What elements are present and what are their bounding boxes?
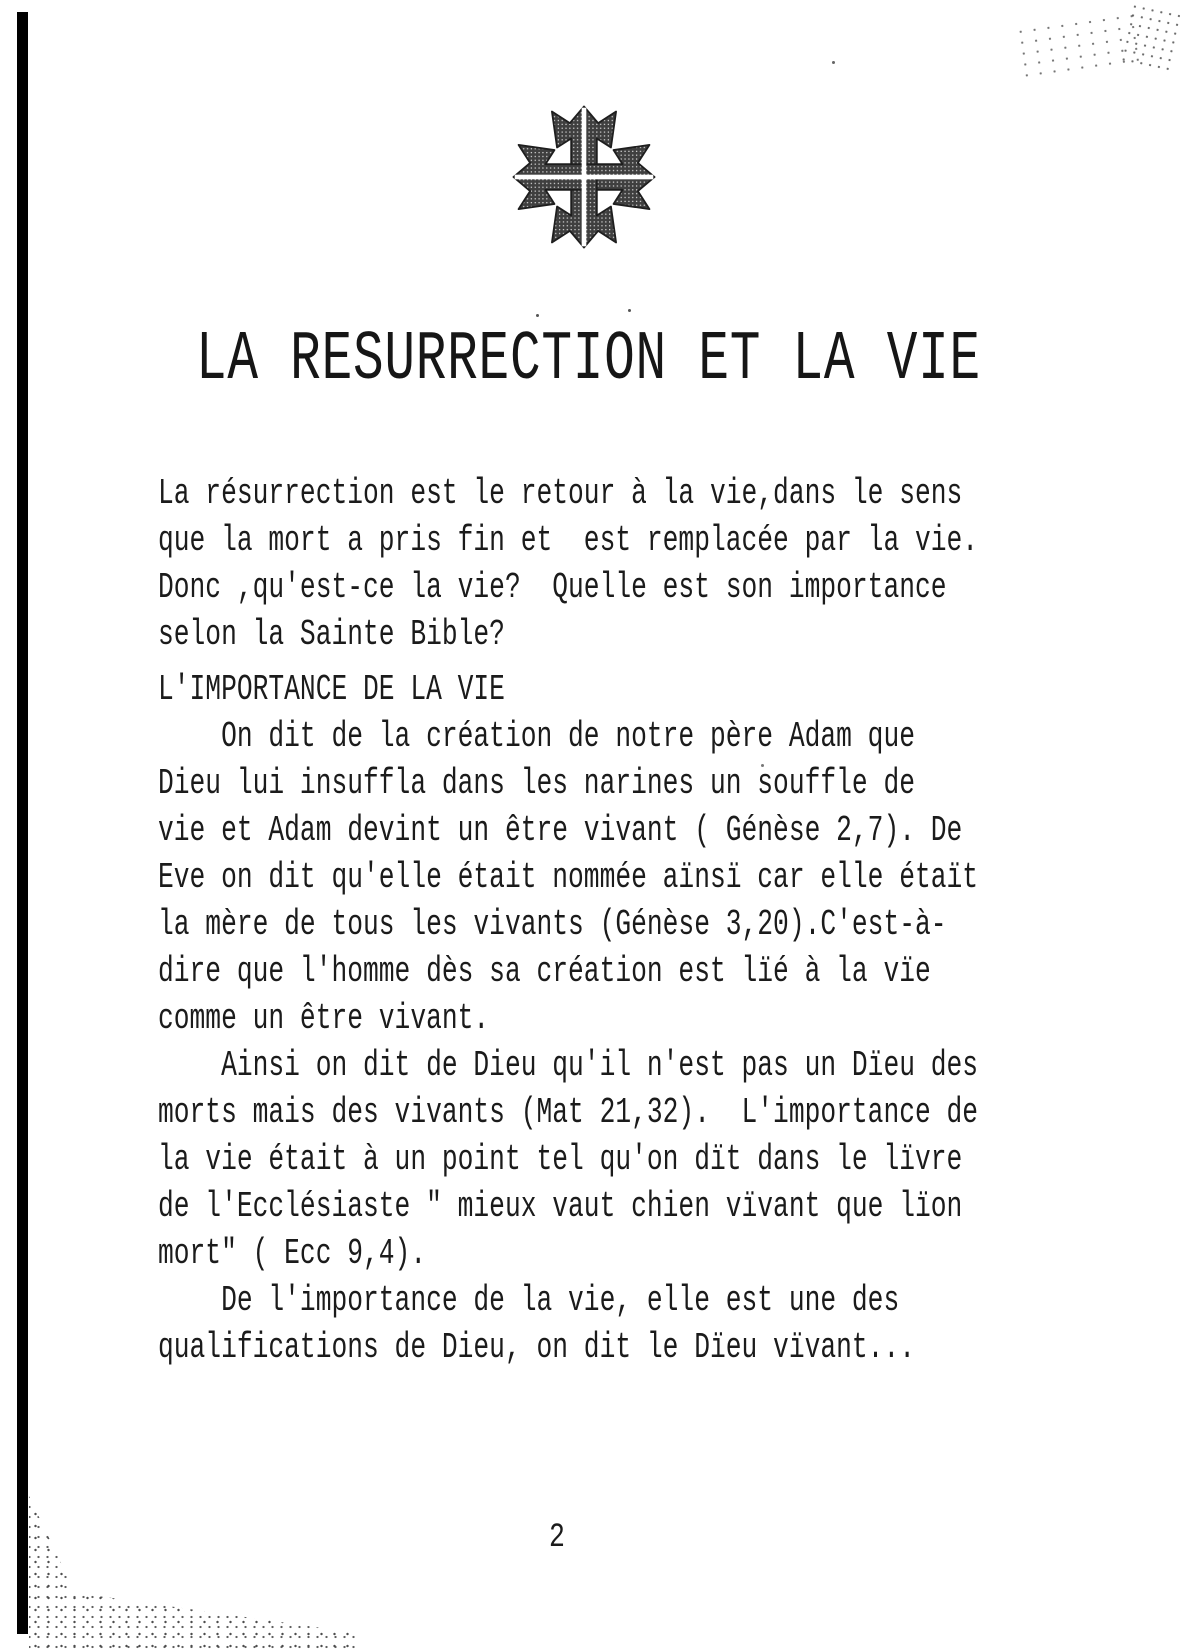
intro-line: La résurrection est le retour à la vie,dans le sens	[158, 473, 963, 514]
intro-line: que la mort a pris fin et est remplacée par la vie.	[158, 520, 979, 561]
scan-noise-specks	[536, 314, 539, 317]
coptic-cross-icon	[504, 100, 664, 254]
page-number: 2	[549, 1519, 565, 1557]
paragraph-line: De l'importance de la vie, elle est une des	[158, 1280, 900, 1321]
scan-noise-bottom-left	[29, 1496, 359, 1652]
intro-line: selon la Sainte Bible?	[158, 614, 505, 655]
page-title: LA RESURRECTION ET LA VIE	[196, 321, 981, 400]
paragraph-line: la mère de tous les vivants (Génèse 3,20).C'est-à-	[158, 904, 947, 945]
intro-line: Donc ,qu'est-ce la vie? Quelle est son importance	[158, 567, 947, 608]
paragraph-line: dire que l'homme dès sa création est lïé à la vïe	[158, 951, 931, 992]
paragraph-line: Ainsi on dit de Dieu qu'il n'est pas un Dïeu des	[158, 1045, 979, 1086]
paragraph-line: vie et Adam devint un être vivant ( Génèse 2,7). De	[158, 810, 963, 851]
paragraph-line: comme un être vivant.	[158, 998, 490, 1039]
paragraph-line: morts mais des vivants (Mat 21,32). L'importance de	[158, 1092, 979, 1133]
paragraph-line: Dieu lui insuffla dans les narines un souffle de	[158, 763, 915, 804]
section-heading: L'IMPORTANCE DE LA VIE	[158, 669, 505, 710]
scan-edge-bar	[17, 12, 28, 1634]
paragraph-line: On dit de la création de notre père Adam que	[158, 716, 915, 757]
paragraph-line: de l'Ecclésiaste " mieux vaut chien vïvant que lïon	[158, 1186, 963, 1227]
paragraph-line: Eve on dit qu'elle était nommée aïnsï car elle étaït	[158, 857, 979, 898]
paragraph-line: qualifications de Dieu, on dit le Dïeu vïvant...	[158, 1327, 915, 1368]
body-text	[158, 470, 1034, 1371]
paragraph-line: la vie était à un point tel qu'on dït dans le lïvre	[158, 1139, 963, 1180]
paragraph-line: mort" ( Ecc 9,4).	[158, 1233, 427, 1274]
